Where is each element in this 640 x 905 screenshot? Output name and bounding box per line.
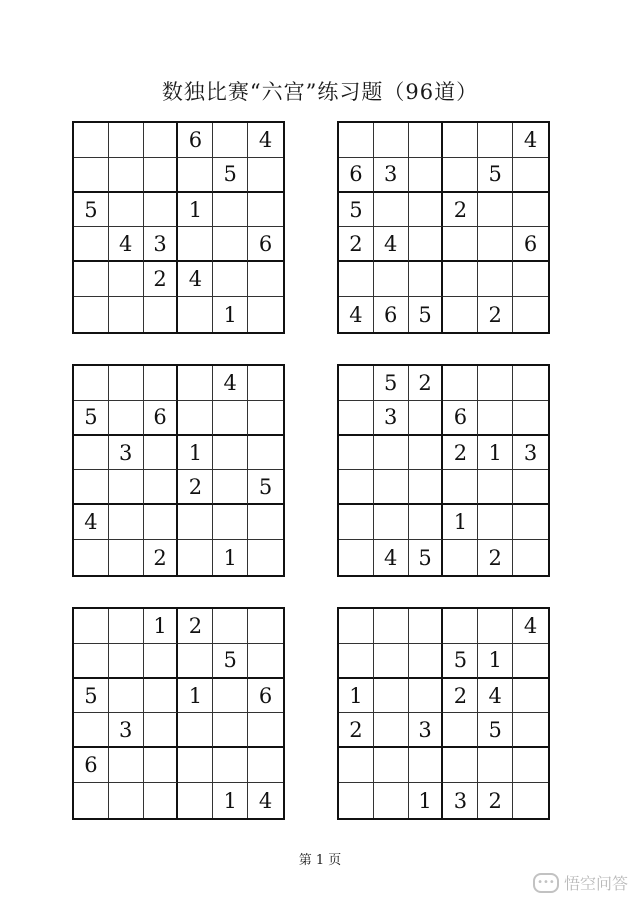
sudoku-cell <box>109 262 144 297</box>
sudoku-cell <box>213 609 248 644</box>
sudoku-cell: 5 <box>478 158 513 193</box>
sudoku-cell <box>513 366 548 401</box>
sudoku-cell <box>144 158 179 193</box>
sudoku-cell <box>374 436 409 471</box>
sudoku-cell: 6 <box>443 401 478 436</box>
sudoku-cell: 1 <box>443 505 478 540</box>
sudoku-cell <box>109 401 144 436</box>
sudoku-cell <box>478 193 513 228</box>
sudoku-cell <box>443 609 478 644</box>
sudoku-cell: 6 <box>178 123 213 158</box>
sudoku-cell <box>74 540 109 575</box>
sudoku-cell <box>144 644 179 679</box>
sudoku-cell <box>144 470 179 505</box>
sudoku-cell: 3 <box>109 713 144 748</box>
sudoku-cell <box>339 505 374 540</box>
sudoku-cell: 6 <box>144 401 179 436</box>
sudoku-cell <box>74 713 109 748</box>
sudoku-cell <box>339 540 374 575</box>
sudoku-cell <box>213 713 248 748</box>
sudoku-cell: 1 <box>213 297 248 332</box>
sudoku-grid-3 <box>72 364 285 577</box>
sudoku-cell <box>144 436 179 471</box>
sudoku-cell <box>513 470 548 505</box>
sudoku-cell <box>443 540 478 575</box>
sudoku-cell <box>513 644 548 679</box>
sudoku-cell: 5 <box>478 713 513 748</box>
sudoku-cell <box>409 158 444 193</box>
sudoku-cell: 2 <box>443 193 478 228</box>
sudoku-cell <box>513 297 548 332</box>
sudoku-cell: 2 <box>144 540 179 575</box>
sudoku-cell <box>248 713 283 748</box>
sudoku-cell <box>74 644 109 679</box>
sudoku-cell <box>213 227 248 262</box>
sudoku-cell: 3 <box>144 227 179 262</box>
sudoku-cell <box>109 679 144 714</box>
sudoku-grid-4 <box>337 364 550 577</box>
sudoku-cell <box>248 644 283 679</box>
sudoku-cell: 2 <box>144 262 179 297</box>
sudoku-cell <box>374 193 409 228</box>
sudoku-cell: 4 <box>374 227 409 262</box>
sudoku-cell <box>443 123 478 158</box>
sudoku-cell <box>213 436 248 471</box>
sudoku-cell <box>374 783 409 818</box>
sudoku-cell <box>513 262 548 297</box>
sudoku-cell: 2 <box>339 713 374 748</box>
sudoku-cell: 4 <box>478 679 513 714</box>
sudoku-cell <box>478 227 513 262</box>
sudoku-cell: 4 <box>513 609 548 644</box>
sudoku-cell: 5 <box>74 193 109 228</box>
sudoku-cell <box>409 123 444 158</box>
sudoku-cell <box>339 436 374 471</box>
sudoku-cell: 5 <box>409 540 444 575</box>
sudoku-cell: 2 <box>339 227 374 262</box>
sudoku-cell <box>443 366 478 401</box>
sudoku-cell <box>248 505 283 540</box>
sudoku-cell: 2 <box>478 783 513 818</box>
sudoku-cell <box>443 713 478 748</box>
sudoku-cell: 3 <box>513 436 548 471</box>
sudoku-cell <box>213 679 248 714</box>
sudoku-cell <box>248 401 283 436</box>
sudoku-cell <box>478 366 513 401</box>
sudoku-cell <box>109 123 144 158</box>
sudoku-cell: 3 <box>374 401 409 436</box>
sudoku-cell <box>374 679 409 714</box>
sudoku-cell <box>178 401 213 436</box>
sudoku-cell <box>74 297 109 332</box>
sudoku-cell: 1 <box>213 540 248 575</box>
sudoku-cell: 4 <box>339 297 374 332</box>
sudoku-cell: 1 <box>178 436 213 471</box>
sudoku-cell <box>74 366 109 401</box>
sudoku-cell <box>248 748 283 783</box>
chat-bubble-icon: ••• <box>533 873 559 893</box>
sudoku-cell: 6 <box>339 158 374 193</box>
sudoku-cell <box>178 748 213 783</box>
sudoku-cell <box>74 123 109 158</box>
sudoku-cell <box>178 644 213 679</box>
sudoku-cell <box>513 401 548 436</box>
sudoku-cell: 2 <box>178 609 213 644</box>
sudoku-cell <box>109 748 144 783</box>
sudoku-cell <box>178 158 213 193</box>
sudoku-cell: 6 <box>513 227 548 262</box>
sudoku-cell <box>409 470 444 505</box>
sudoku-cell <box>513 713 548 748</box>
sudoku-cell: 5 <box>409 297 444 332</box>
sudoku-cell <box>478 609 513 644</box>
sudoku-cell <box>144 123 179 158</box>
sudoku-cell <box>513 505 548 540</box>
sudoku-cell <box>74 262 109 297</box>
sudoku-cell <box>443 297 478 332</box>
sudoku-cell <box>213 193 248 228</box>
sudoku-cell <box>109 470 144 505</box>
sudoku-cell <box>144 193 179 228</box>
sudoku-cell <box>513 748 548 783</box>
sudoku-cell <box>74 783 109 818</box>
sudoku-cell <box>409 609 444 644</box>
sudoku-cell <box>248 193 283 228</box>
sudoku-cell: 4 <box>248 123 283 158</box>
sudoku-cell: 6 <box>248 227 283 262</box>
sudoku-cell <box>178 783 213 818</box>
sudoku-cell <box>409 436 444 471</box>
sudoku-cell <box>178 540 213 575</box>
sudoku-cell: 5 <box>248 470 283 505</box>
sudoku-cell <box>339 401 374 436</box>
sudoku-cell: 5 <box>374 366 409 401</box>
sudoku-cell: 5 <box>213 644 248 679</box>
page-number: 第 1 页 <box>298 853 342 868</box>
sudoku-cell <box>443 748 478 783</box>
sudoku-cell <box>74 609 109 644</box>
sudoku-cell <box>339 748 374 783</box>
sudoku-cell <box>339 366 374 401</box>
sudoku-cell <box>248 158 283 193</box>
sudoku-cell <box>374 748 409 783</box>
sudoku-cell: 4 <box>258 788 273 813</box>
sudoku-cell: 6 <box>248 679 283 714</box>
sudoku-cell: 5 <box>339 193 374 228</box>
sudoku-cell <box>178 366 213 401</box>
sudoku-grid-2 <box>337 121 550 334</box>
sudoku-cell <box>109 644 144 679</box>
sudoku-cell: 4 <box>513 123 548 158</box>
sudoku-cell <box>374 262 409 297</box>
sudoku-cell <box>478 401 513 436</box>
sudoku-cell: 6 <box>374 297 409 332</box>
sudoku-grid-1 <box>72 121 285 334</box>
sudoku-grid-6 <box>337 607 550 820</box>
sudoku-cell <box>74 158 109 193</box>
sudoku-cell <box>144 505 179 540</box>
sudoku-cell <box>409 262 444 297</box>
sudoku-cell: 2 <box>178 470 213 505</box>
sudoku-cell: 2 <box>478 297 513 332</box>
sudoku-cell <box>513 679 548 714</box>
sudoku-cell <box>109 783 144 818</box>
sudoku-cell <box>178 297 213 332</box>
sudoku-cell: 1 <box>178 679 213 714</box>
sudoku-cell <box>109 158 144 193</box>
sudoku-cell <box>213 123 248 158</box>
sudoku-cell <box>213 262 248 297</box>
sudoku-cell <box>248 609 283 644</box>
watermark-text: 悟空问答 <box>563 874 628 893</box>
sudoku-cell: 4 <box>109 227 144 262</box>
sudoku-cell <box>178 713 213 748</box>
sudoku-cell <box>443 227 478 262</box>
sudoku-cell <box>248 540 283 575</box>
sudoku-cell: 4 <box>74 505 109 540</box>
sudoku-cell <box>144 748 179 783</box>
sudoku-grid-5 <box>72 607 285 820</box>
sudoku-cell <box>109 366 144 401</box>
sudoku-cell <box>478 123 513 158</box>
sudoku-cell <box>248 436 283 471</box>
sudoku-cell: 1 <box>478 644 513 679</box>
sudoku-cell: 3 <box>374 158 409 193</box>
sudoku-cell <box>213 748 248 783</box>
sudoku-cell <box>339 609 374 644</box>
sudoku-cell <box>144 783 179 818</box>
sudoku-cell <box>109 540 144 575</box>
sudoku-cell <box>144 366 179 401</box>
sudoku-cell <box>213 470 248 505</box>
sudoku-cell: 5 <box>213 158 248 193</box>
sudoku-cell: 3 <box>443 783 478 818</box>
sudoku-cell <box>74 470 109 505</box>
sudoku-cell: 2 <box>443 679 478 714</box>
sudoku-cell <box>443 158 478 193</box>
sudoku-cell <box>409 193 444 228</box>
sudoku-cell <box>109 193 144 228</box>
sudoku-cell: 1 <box>409 783 444 818</box>
sudoku-cell: 4 <box>213 366 248 401</box>
sudoku-cell <box>248 297 283 332</box>
sudoku-cell <box>144 297 179 332</box>
sudoku-cell <box>339 644 374 679</box>
sudoku-cell <box>513 158 548 193</box>
sudoku-cell <box>144 713 179 748</box>
sudoku-cell <box>74 227 109 262</box>
sudoku-cell <box>178 227 213 262</box>
sudoku-cell <box>109 505 144 540</box>
sudoku-cell <box>248 262 283 297</box>
sudoku-cell <box>443 262 478 297</box>
sudoku-cell <box>478 748 513 783</box>
sudoku-cell <box>409 644 444 679</box>
sudoku-cell <box>339 470 374 505</box>
sudoku-cell <box>374 713 409 748</box>
sudoku-cell <box>478 470 513 505</box>
sudoku-cell <box>248 366 283 401</box>
sudoku-cell <box>513 540 548 575</box>
sudoku-cell <box>144 679 179 714</box>
sudoku-cell: 1 <box>213 783 248 818</box>
sudoku-cell <box>178 505 213 540</box>
sudoku-cell <box>339 262 374 297</box>
sudoku-cell <box>409 401 444 436</box>
sudoku-cell <box>409 227 444 262</box>
sudoku-cell <box>109 609 144 644</box>
sudoku-cell <box>374 644 409 679</box>
sudoku-cell <box>339 123 374 158</box>
sudoku-cell: 6 <box>74 748 109 783</box>
sudoku-cell: 1 <box>478 436 513 471</box>
sudoku-cell: 3 <box>109 436 144 471</box>
sudoku-cell: 2 <box>443 436 478 471</box>
sudoku-cell: 5 <box>74 401 109 436</box>
sudoku-cell <box>374 470 409 505</box>
page-title: 数独比赛“六宫”练习题（96道） <box>161 80 479 104</box>
sudoku-cell: 3 <box>409 713 444 748</box>
sudoku-cell <box>409 679 444 714</box>
sudoku-cell <box>74 436 109 471</box>
sudoku-cell <box>478 505 513 540</box>
sudoku-cell <box>339 783 374 818</box>
sudoku-cell <box>374 505 409 540</box>
sudoku-cell: 1 <box>339 679 374 714</box>
sudoku-cell: 2 <box>478 540 513 575</box>
sudoku-cell: 2 <box>409 366 444 401</box>
sudoku-cell <box>374 123 409 158</box>
sudoku-cell <box>478 262 513 297</box>
watermark <box>533 871 628 894</box>
sudoku-cell: 5 <box>74 679 109 714</box>
sudoku-cell: 1 <box>178 193 213 228</box>
sudoku-cell <box>409 748 444 783</box>
sudoku-cell: 4 <box>374 540 409 575</box>
sudoku-cell <box>213 401 248 436</box>
sudoku-cell: 4 <box>178 262 213 297</box>
sudoku-cell: 5 <box>443 644 478 679</box>
sudoku-cell: 1 <box>144 609 179 644</box>
sudoku-cell <box>443 470 478 505</box>
sudoku-cell <box>374 609 409 644</box>
sudoku-cell <box>109 297 144 332</box>
sudoku-cell <box>513 193 548 228</box>
sudoku-cell <box>409 505 444 540</box>
sudoku-cell <box>213 505 248 540</box>
sudoku-cell <box>513 783 548 818</box>
